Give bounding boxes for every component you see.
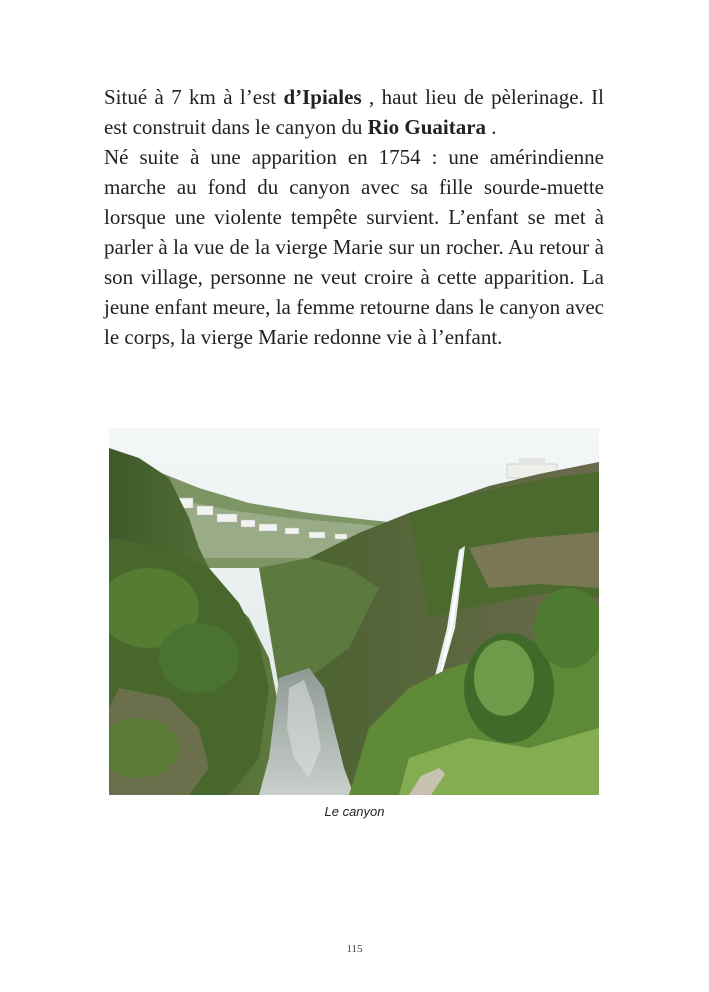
canyon-photo xyxy=(109,428,599,795)
body-text xyxy=(104,82,604,352)
place-name-ipiales: d’Ipiales xyxy=(283,85,362,109)
paragraph-history: Né suite à une apparition en 1754 : une amérindienne marche au fond du canyon avec sa fille sourde-muette lorsque une violente tempête survient. L’enfant se met à parler à la vue de la vierge Marie sur un rocher. Au retour à son village, personne ne veut croire à cette apparition. La jeune enfant meure, la femme retourne dans le canyon avec le corps, la vierge Marie redonne vie à l’enfant. xyxy=(104,145,604,349)
text-segment: , haut lieu de pèlerinage. Il est construit dans le canyon du xyxy=(104,85,604,139)
text-segment: Situé à 7 km à l’est xyxy=(104,85,284,109)
canyon-illustration xyxy=(109,428,599,795)
page-number: 115 xyxy=(346,943,363,955)
photo-caption: Le canyon xyxy=(324,804,385,819)
paragraph-location xyxy=(104,82,604,142)
text-segment: . xyxy=(486,115,497,139)
place-name-rio-guaitara: Rio Guaitara xyxy=(367,115,487,139)
